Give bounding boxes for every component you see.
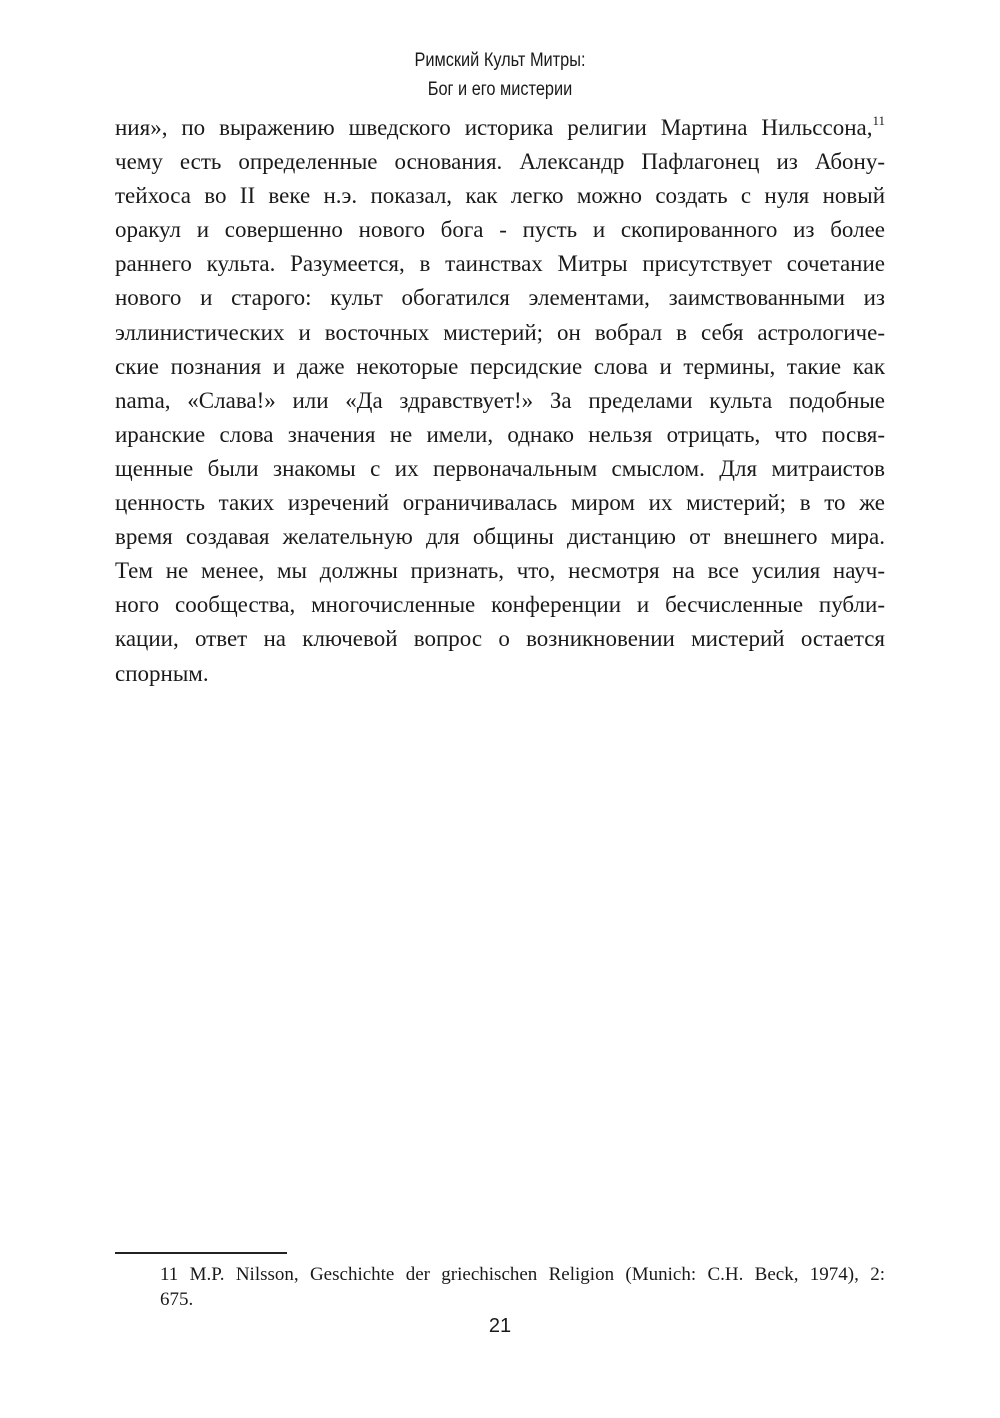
text-line: нового и старого: культ обогатился элементами, заимствованными из (115, 285, 885, 311)
footnote-reference[interactable]: 11 (872, 113, 885, 128)
text-line: ного сообщества, многочисленные конференции и бесчисленные публи- (115, 592, 885, 618)
text-line: чему есть определенные основания. Александр Пафлагонец из Абону- (115, 149, 885, 175)
footnote-divider (115, 1252, 287, 1254)
text-line-content: ния», по выражению шведского историка религии Мартина Нильссона, (115, 115, 873, 140)
body-text (115, 111, 885, 691)
text-line: Тем не менее, мы должны признать, что, несмотря на все усилия науч- (115, 558, 885, 584)
text-line: тейхоса во II веке н.э. показал, как легко можно создать с нуля новый (115, 183, 885, 209)
footnote-line: 675. (160, 1289, 194, 1310)
text-line: ские познания и даже некоторые персидские слова и термины, такие как (115, 353, 885, 379)
page-number: 21 (488, 1315, 512, 1337)
footnote-line: 11 M.P. Nilsson, Geschichte der griechischen Religion (Munich: C.H. Beck, 1974), 2: (160, 1264, 885, 1285)
text-line: nama, «Слава!» или «Да здравствует!» За пределами культа подобные (115, 387, 885, 413)
running-header-title: Римский Культ Митры: (414, 50, 586, 71)
text-line: оракул и совершенно нового бога - пусть и скопированного из более (115, 217, 885, 243)
text-line: ценность таких изречений ограничивалась миром их мистерий; в то же (115, 490, 885, 516)
running-header-subtitle: Бог и его мистерии (427, 79, 573, 100)
text-line: эллинистических и восточных мистерий; он вобрал в себя астрологиче- (115, 319, 885, 345)
text-line: время создавая желательную для общины дистанцию от внешнего мира. (115, 524, 885, 550)
text-line: спорным. (115, 660, 209, 686)
text-line: щенные были знакомы с их первоначальным смыслом. Для митраистов (115, 455, 885, 481)
footnote (160, 1262, 885, 1312)
text-line: кации, ответ на ключевой вопрос о возникновении мистерий остается (115, 626, 885, 652)
text-line: иранские слова значения не имели, однако нельзя отрицать, что посвя- (115, 421, 885, 447)
text-line (115, 111, 885, 145)
text-line: раннего культа. Разумеется, в таинствах Митры присутствует сочетание (115, 251, 885, 277)
